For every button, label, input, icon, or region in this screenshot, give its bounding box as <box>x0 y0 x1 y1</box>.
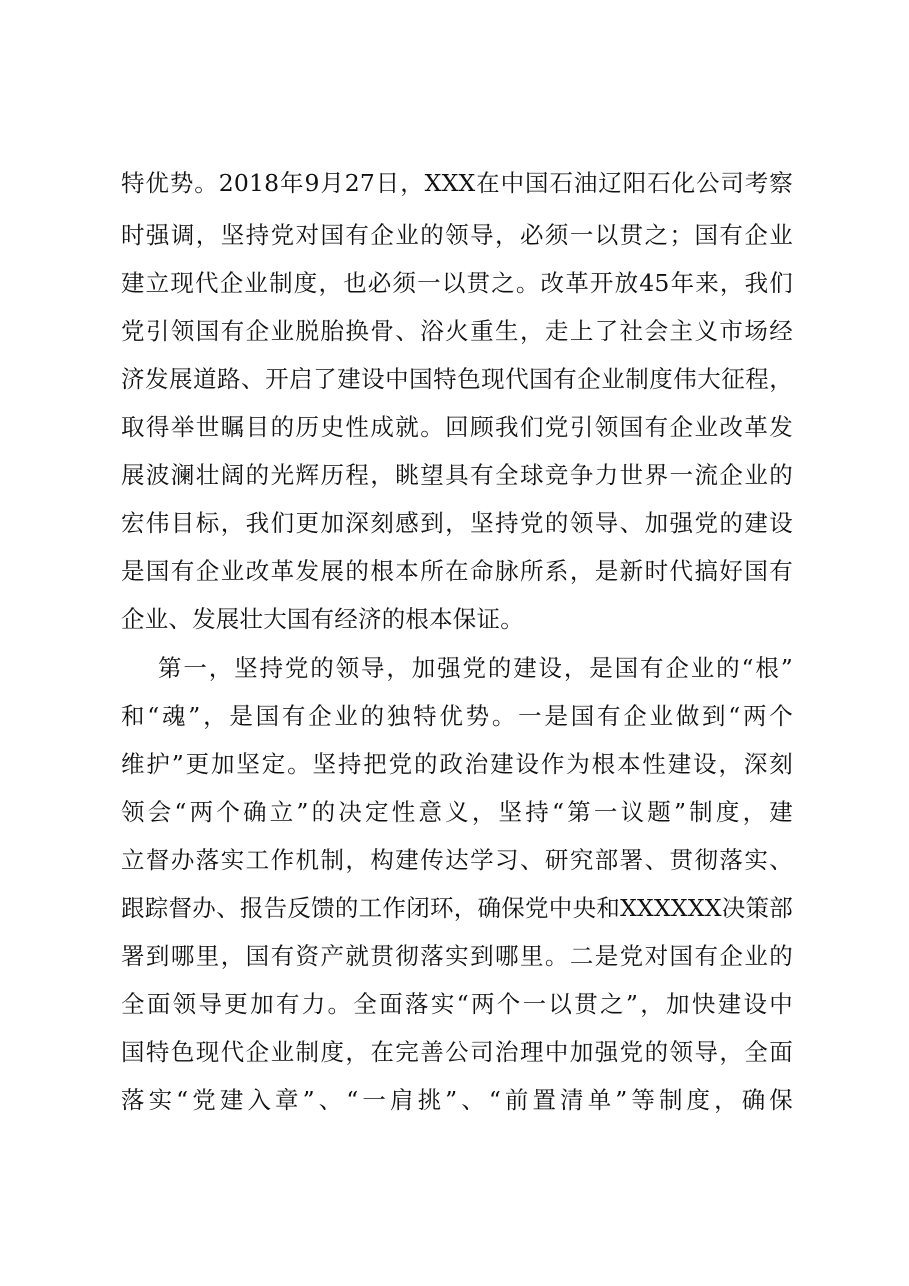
paragraph-1-line-5: 济发展道路、开启了建设中国特色现代国有企业制度伟大征程， <box>121 365 793 393</box>
paragraph-2-line-2: 和“魂”，是国有企业的独特优势。一是国有企业做到“两个 <box>121 702 793 730</box>
paragraph-2-line-4: 领会“两个确立”的决定性意义，坚持“第一议题”制度，建 <box>121 798 793 826</box>
paragraph-2-line-1: 第一，坚持党的领导，加强党的建设，是国有企业的“根” <box>158 654 793 682</box>
paragraph-1-line-10: 企业、发展壮大国有经济的根本保证。 <box>121 605 524 633</box>
paragraph-1-line-2: 时强调，坚持党对国有企业的领导，必须一以贯之；国有企业 <box>121 221 793 249</box>
paragraph-1-line-6: 取得举世瞩目的历史性成就。回顾我们党引领国有企业改革发 <box>121 413 793 441</box>
paragraph-2-line-3: 维护”更加坚定。坚持把党的政治建设作为根本性建设，深刻 <box>121 750 793 778</box>
paragraph-2-line-6: 跟踪督办、报告反馈的工作闭环，确保党中央和XXXXXX决策部 <box>121 894 793 922</box>
paragraph-2-line-8: 全面领导更加有力。全面落实“两个一以贯之”，加快建设中 <box>121 990 793 1018</box>
paragraph-1-line-7: 展波澜壮阔的光辉历程，眺望具有全球竞争力世界一流企业的 <box>121 461 793 489</box>
paragraph-1-line-8: 宏伟目标，我们更加深刻感到，坚持党的领导、加强党的建设 <box>121 509 793 537</box>
paragraph-2-line-5: 立督办落实工作机制，构建传达学习、研究部署、贯彻落实、 <box>121 846 793 874</box>
paragraph-1-line-4: 党引领国有企业脱胎换骨、浴火重生，走上了社会主义市场经 <box>121 317 793 345</box>
paragraph-1-line-3: 建立现代企业制度，也必须一以贯之。改革开放45年来，我们 <box>121 269 793 297</box>
paragraph-1-line-1: 特优势。2018年9月27日，XXX在中国石油辽阳石化公司考察 <box>121 169 793 197</box>
paragraph-2-line-9: 国特色现代企业制度，在完善公司治理中加强党的领导，全面 <box>121 1038 793 1066</box>
paragraph-1-line-9: 是国有企业改革发展的根本所在命脉所系，是新时代搞好国有 <box>121 557 793 585</box>
paragraph-2-line-10: 落实“党建入章”、“一肩挑”、“前置清单”等制度，确保 <box>121 1086 793 1114</box>
paragraph-2-line-7: 署到哪里，国有资产就贯彻落实到哪里。二是党对国有企业的 <box>121 942 793 970</box>
